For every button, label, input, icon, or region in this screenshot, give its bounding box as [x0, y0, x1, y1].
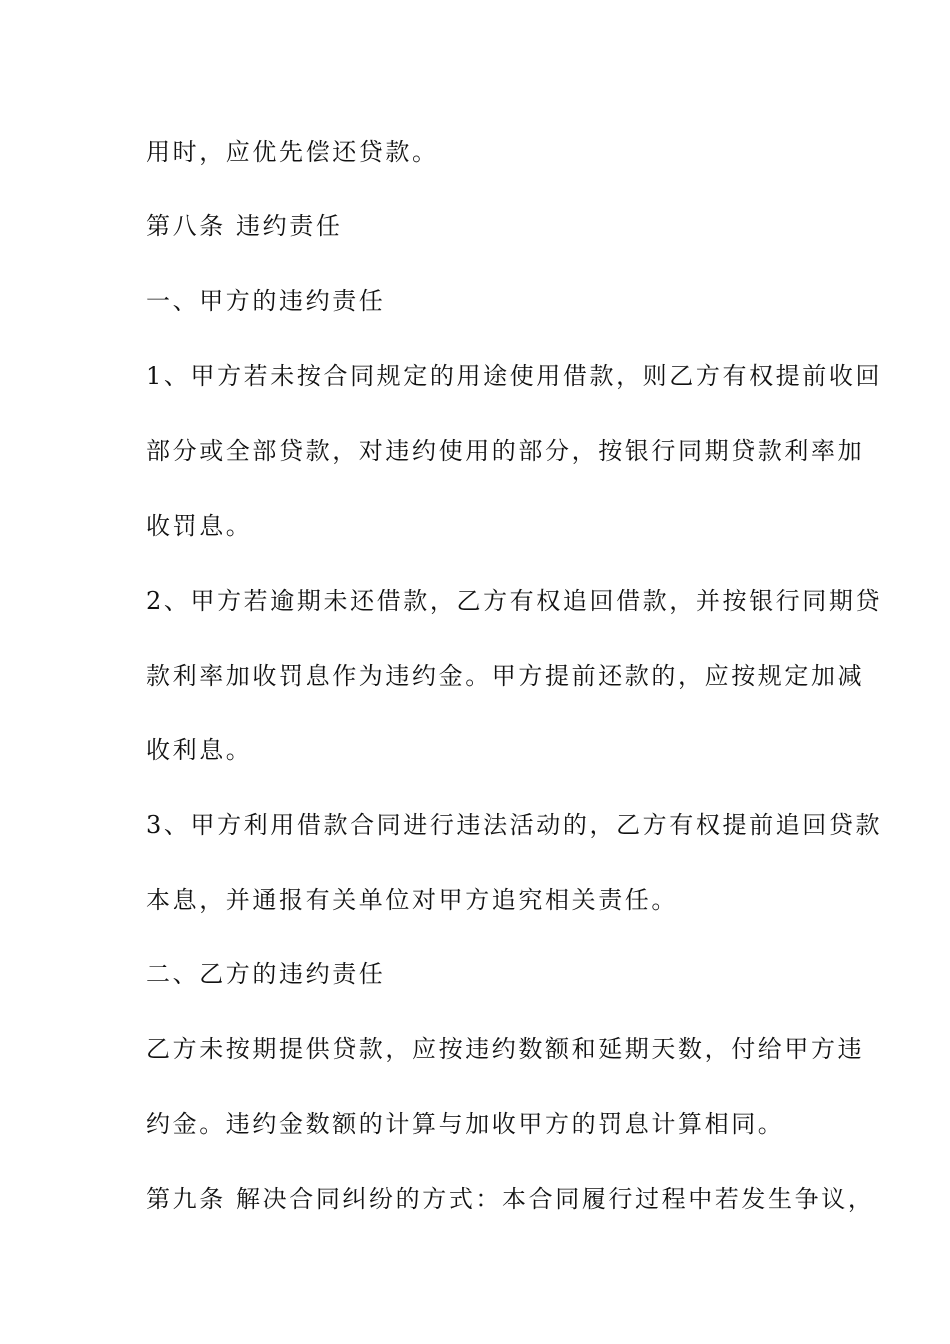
article-9-line: 第九条 解决合同纠纷的方式：本合同履行过程中若发生争议，: [146, 1185, 875, 1213]
text-line-5: 部分或全部贷款，对违约使用的部分，按银行同期贷款利率加: [146, 437, 865, 465]
text-line-13: 乙方未按期提供贷款，应按违约数额和延期天数，付给甲方违: [146, 1035, 865, 1063]
article-8-heading: 第八条 违约责任: [146, 212, 343, 240]
text-line-7: 2、甲方若逾期未还借款，乙方有权追回借款，并按银行同期贷: [146, 587, 883, 615]
section-party-b-heading: 二、乙方的违约责任: [146, 960, 386, 988]
section-party-a-heading: 一、甲方的违约责任: [146, 287, 386, 315]
text-line-1: 用时，应优先偿还贷款。: [146, 138, 439, 166]
text-line-10: 3、甲方利用借款合同进行违法活动的，乙方有权提前追回贷款: [146, 811, 883, 839]
text-line-9: 收利息。: [146, 736, 253, 764]
text-line-4: 1、甲方若未按合同规定的用途使用借款，则乙方有权提前收回: [146, 362, 883, 390]
text-line-6: 收罚息。: [146, 512, 253, 540]
text-line-11: 本息，并通报有关单位对甲方追究相关责任。: [146, 886, 678, 914]
text-line-8: 款利率加收罚息作为违约金。甲方提前还款的，应按规定加减: [146, 662, 865, 690]
text-line-14: 约金。违约金数额的计算与加收甲方的罚息计算相同。: [146, 1110, 785, 1138]
